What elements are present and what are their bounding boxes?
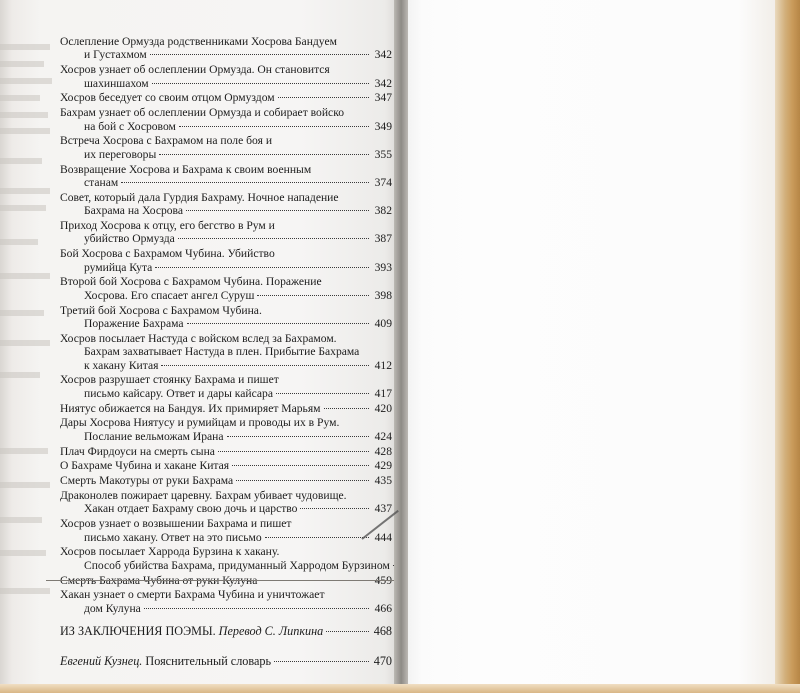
- toc-entry-title-line: Встреча Хосрова с Бахрамом на поле боя и: [60, 134, 273, 148]
- toc-entry-title-line: письмо хакану. Ответ на это письмо: [84, 530, 262, 544]
- toc-entry-title-line: Плач Фирдоуси на смерть сына: [60, 444, 215, 458]
- toc-entry: [60, 474, 392, 487]
- toc-section-heading: [60, 625, 323, 638]
- toc-entry-last-line: [60, 387, 392, 400]
- toc-entry: [60, 134, 392, 161]
- toc-entry-title-line: Хосров беседует со своим отцом Ормуздом: [60, 91, 275, 105]
- toc-entry-last-line: [60, 402, 392, 415]
- toc-entry: [60, 517, 392, 544]
- toc-entry: [60, 373, 392, 400]
- toc-entry: [60, 191, 392, 218]
- toc-entry-title-line: Бахрам захватывает Настуда в плен. Прибытие Бахрама: [84, 345, 360, 359]
- toc-entry-last-line: [60, 430, 392, 443]
- toc-entry-title-line: Поражение Бахрама: [84, 317, 184, 331]
- toc-entry-last-line: [60, 317, 392, 330]
- toc-page-number: 409: [374, 317, 392, 331]
- toc-entry-last-line: [60, 176, 392, 189]
- dot-leader: [232, 465, 369, 466]
- dot-leader: [324, 408, 369, 409]
- bleed-through-text: [0, 0, 60, 693]
- dot-leader: [186, 210, 369, 211]
- toc-section: [60, 625, 392, 638]
- toc-entry-title-line: Дары Хосрова Ниятусу и румийцам и проводы их в Рум.: [60, 416, 340, 430]
- toc-entry-title-line: Совет, который дала Гурдия Бахраму. Ночное нападение: [60, 190, 339, 204]
- dot-leader: [300, 508, 369, 509]
- toc-entry-last-line: [60, 445, 392, 458]
- toc-entry-last-line: [60, 148, 392, 161]
- toc-entry-title-line: Смерть Бахрама Чубина от руки Кулуна: [60, 573, 258, 587]
- toc-entry-last-line: [60, 502, 392, 515]
- dot-leader: [265, 537, 369, 538]
- toc-entry-title-line: Хосров посылает Настуда с войском вслед за Бахрамом.: [60, 331, 337, 345]
- dot-leader: [187, 323, 369, 324]
- toc-entry-last-line: [60, 77, 392, 90]
- toc-section: [60, 655, 392, 668]
- dot-leader: [276, 393, 369, 394]
- toc-page-number: 437: [374, 502, 392, 516]
- toc-entry: [60, 489, 392, 516]
- toc-entry: [60, 35, 392, 62]
- toc-entry: [60, 247, 392, 274]
- toc-page-number: 412: [374, 358, 392, 372]
- toc-entry-last-line: [60, 48, 392, 61]
- right-page-blank: [408, 0, 800, 693]
- toc-page-number: 349: [374, 119, 392, 133]
- toc-entry: [60, 402, 392, 415]
- toc-entry: [60, 63, 392, 90]
- toc-page-number: 444: [374, 530, 392, 544]
- toc-entry: [60, 588, 392, 615]
- toc-entry: [60, 445, 392, 458]
- toc-entry-last-line: [60, 474, 392, 487]
- toc-page-number: 466: [374, 601, 392, 615]
- toc-entry-title-line: их переговоры: [84, 147, 157, 161]
- toc-entry: [60, 106, 392, 133]
- toc-entry-title-line: Бой Хосрова с Бахрамом Чубина. Убийство: [60, 247, 275, 261]
- toc-entry-title-line: к хакану Китая: [84, 358, 159, 372]
- toc-page-number: 355: [374, 147, 392, 161]
- toc-entry: [60, 416, 392, 443]
- dot-leader: [144, 608, 369, 609]
- toc-section-title: ИЗ ЗАКЛЮЧЕНИЯ ПОЭМЫ.: [60, 624, 216, 639]
- dot-leader: [150, 54, 369, 55]
- dot-leader: [178, 238, 369, 239]
- toc-entry: [60, 163, 392, 190]
- toc-section-heading: [60, 655, 271, 668]
- toc-section-note: Пояснительный словарь: [145, 653, 272, 668]
- toc-entry-title-line: Второй бой Хосрова с Бахрамом Чубина. Поражение: [60, 275, 322, 289]
- dot-leader: [152, 83, 369, 84]
- dot-leader: [257, 295, 369, 296]
- toc-entry-title-line: Смерть Макотуры от руки Бахрама: [60, 474, 234, 488]
- toc-page-number: 429: [374, 459, 392, 473]
- toc-entry-title-line: станам: [84, 176, 119, 190]
- section-divider: [46, 580, 394, 581]
- toc-entry-last-line: [60, 204, 392, 217]
- toc-entry-title-line: Хакан узнает о смерти Бахрама Чубина и уничтожает: [60, 588, 325, 602]
- toc-entry-title-line: письмо кайсару. Ответ и дары кайсара: [84, 386, 273, 400]
- dot-leader: [159, 154, 369, 155]
- toc-entry-last-line: [60, 120, 392, 133]
- toc-entry-last-line: [60, 559, 392, 572]
- page-edge-bottom: [0, 684, 800, 693]
- toc-entry: [60, 304, 392, 331]
- toc-page-number: 420: [374, 401, 392, 415]
- toc-entry-last-line: [60, 289, 392, 302]
- toc-entry: [60, 275, 392, 302]
- toc-page-number: 428: [374, 444, 392, 458]
- toc-entry: [60, 332, 392, 372]
- toc-entry-title-line: Хакан отдает Бахраму свою дочь и царство: [84, 502, 298, 516]
- toc-page-number: 347: [374, 91, 392, 105]
- dot-leader: [179, 126, 369, 127]
- dot-leader: [236, 480, 369, 481]
- toc-section-title: Евгений Кузнец.: [60, 653, 143, 668]
- toc-entry-last-line: [60, 261, 392, 274]
- toc-entry-title-line: Хосрова. Его спасает ангел Суруш: [84, 288, 255, 302]
- toc-page-number: 382: [374, 204, 392, 218]
- toc-entry-title-line: Драконолев пожирает царевну. Бахрам убивает чудовище.: [60, 489, 347, 503]
- toc-entry-last-line: [60, 359, 392, 372]
- toc-page-number: 424: [374, 429, 392, 443]
- toc-entry: [60, 91, 392, 104]
- toc-entry-title-line: Возвращение Хосрова и Бахрама к своим военным: [60, 162, 312, 176]
- dot-leader: [326, 631, 369, 632]
- toc-page-number: 374: [374, 176, 392, 190]
- toc-entry-title-line: убийство Ормузда: [84, 232, 175, 246]
- toc-entry-title-line: шахиншахом: [84, 76, 149, 90]
- dot-leader: [274, 661, 369, 662]
- toc-entry-title-line: Хосров узнает о возвышении Бахрама и пишет: [60, 517, 292, 531]
- toc-entry: [60, 545, 392, 572]
- toc-entry-last-line: [60, 602, 392, 615]
- toc-page-number: 342: [374, 76, 392, 90]
- dot-leader: [278, 97, 369, 98]
- toc-entry-last-line: [60, 91, 392, 104]
- toc-entry-title-line: Способ убийства Бахрама, придуманный Харродом Бурзином: [84, 558, 390, 572]
- dot-leader: [121, 182, 369, 183]
- toc-entry-last-line: [60, 531, 392, 544]
- toc-page-number: 435: [374, 474, 392, 488]
- toc-entry-title-line: дом Кулуна: [84, 601, 141, 615]
- toc-entry-title-line: Хосров посылает Харрода Бурзина к хакану.: [60, 545, 280, 559]
- toc-page-number: 398: [374, 288, 392, 302]
- toc-page-number: 468: [373, 624, 392, 639]
- toc-entry-title-line: Хосров узнает об ослеплении Ормузда. Он становится: [60, 63, 330, 77]
- toc-entry: [60, 219, 392, 246]
- toc-entry-title-line: О Бахраме Чубина и хакане Китая: [60, 459, 230, 473]
- toc-entry-last-line: [60, 232, 392, 245]
- toc-entry-title-line: румийца Кута: [84, 260, 153, 274]
- toc-page-number: 387: [374, 232, 392, 246]
- toc-page-number: 417: [374, 386, 392, 400]
- toc-entry-last-line: [60, 459, 392, 472]
- toc-entry-title-line: и Густахмом: [84, 48, 147, 62]
- toc-entry-title-line: Ослепление Ормузда родственниками Хосрова Бандуем: [60, 35, 337, 48]
- toc-entry-title-line: Третий бой Хосрова с Бахрамом Чубина.: [60, 303, 262, 317]
- toc-entry-title-line: Хосров разрушает стоянку Бахрама и пишет: [60, 373, 279, 387]
- dot-leader: [227, 436, 369, 437]
- toc-page-number: 342: [374, 48, 392, 62]
- toc-entry-title-line: Ниятус обижается на Бандуя. Их примиряет Марьям: [60, 401, 321, 415]
- toc-entry: [60, 459, 392, 472]
- toc-entry-title-line: Приход Хосрова к отцу, его бегство в Рум и: [60, 219, 275, 233]
- toc-page-number: 459: [374, 573, 392, 587]
- table-of-contents: [60, 35, 392, 668]
- toc-page-number: 393: [374, 260, 392, 274]
- toc-entry-title-line: Бахрам узнает об ослеплении Ормузда и собирает войско: [60, 106, 345, 120]
- dot-leader: [155, 267, 369, 268]
- dot-leader: [218, 451, 369, 452]
- toc-section-note: Перевод С. Липкина: [218, 624, 324, 639]
- toc-entry-title-line: Послание вельможам Ирана: [84, 429, 224, 443]
- page-edge-right: [775, 0, 800, 693]
- dot-leader: [161, 365, 369, 366]
- toc-entry-title-line: Бахрама на Хосрова: [84, 204, 184, 218]
- toc-entry-title-line: на бой с Хосровом: [84, 119, 176, 133]
- toc-page-number: 470: [373, 653, 392, 668]
